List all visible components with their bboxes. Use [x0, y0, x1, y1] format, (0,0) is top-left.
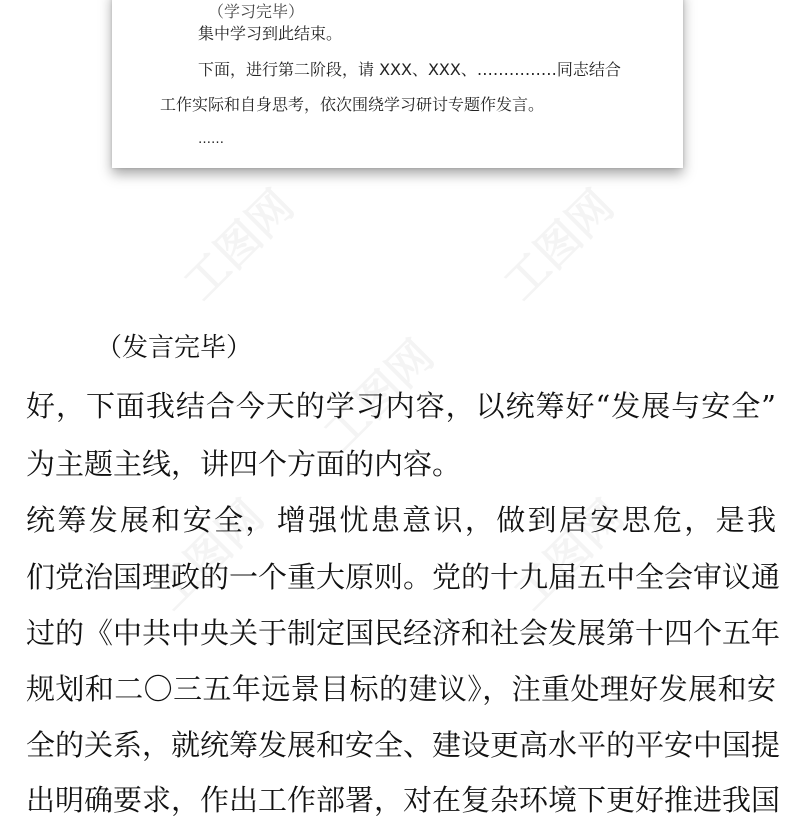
- paragraph-line: 全的关系，就统筹发展和安全、建设更高水平的平安中国提: [26, 728, 781, 762]
- watermark: [167, 173, 306, 312]
- document-card: [112, 0, 683, 168]
- card-line: ……: [198, 132, 224, 147]
- paragraph-line: 过的《中共中央关于制定国民经济和社会发展第十四个五年: [26, 616, 781, 650]
- paragraph-line: 为主题主线，讲四个方面的内容。: [26, 447, 462, 481]
- speech-end-note: （发言完毕）: [96, 333, 253, 363]
- paragraph-line: 们党治国理政的一个重大原则。党的十九届五中全会审议通: [26, 560, 781, 594]
- card-line: 下面，进行第二阶段，请 XXX、XXX、……………同志结合: [198, 60, 621, 79]
- paragraph-line: 好，下面我结合今天的学习内容，以统筹好“发展与安全”: [26, 389, 776, 423]
- paragraph-line: 规划和二〇三五年远景目标的建议》，注重处理好发展和安: [26, 672, 776, 706]
- card-line: 集中学习到此结束。: [198, 24, 343, 43]
- card-line: 工作实际和自身思考，依次围绕学习研讨专题作发言。: [160, 95, 545, 114]
- watermark: [487, 173, 626, 312]
- paragraph-line: 统筹发展和安全，增强忧患意识，做到居安思危，是我: [26, 503, 776, 537]
- paragraph-line: 出明确要求，作出工作部署，对在复杂环境下更好推进我国: [26, 783, 781, 817]
- card-cut-line: （学习完毕）: [208, 2, 305, 21]
